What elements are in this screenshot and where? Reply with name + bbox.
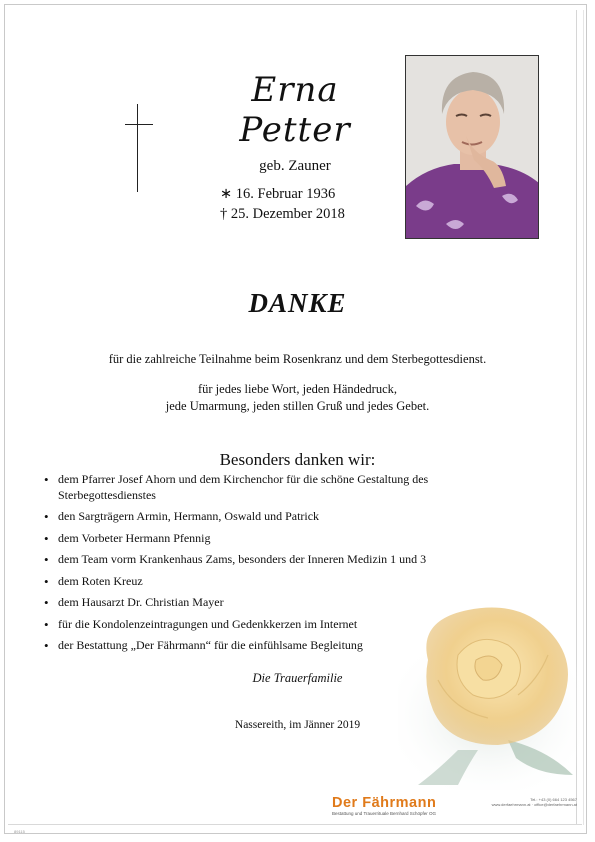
list-item: • dem Vorbeter Hermann Pfennig — [34, 531, 494, 547]
funeral-home-subtitle: Bestattung und Trauerrituale Bernhard Schöpfer OG — [332, 811, 437, 816]
list-item: • dem Hausarzt Dr. Christian Mayer — [34, 595, 494, 611]
last-name: Petter — [239, 110, 351, 150]
place-date: Nassereith, im Jänner 2019 — [234, 719, 361, 731]
first-name: Erna — [251, 70, 339, 110]
birth-name: geb. Zauner — [259, 158, 331, 174]
portrait-photo — [405, 55, 539, 239]
funeral-home-contact — [487, 797, 577, 807]
intro-text: für die zahlreiche Teilnahme beim Rosenkranz und dem Sterbegottesdienst. — [108, 352, 487, 366]
rose-image — [398, 600, 580, 790]
contact-line: Tel.: +43 (0) 664 123 4567 — [530, 797, 577, 802]
list-item: • der Bestattung „Der Fährmann“ für die einfühlsame Begleitung — [34, 638, 494, 654]
list-item: • den Sargträgern Armin, Hermann, Oswald und Patrick — [34, 509, 494, 525]
list-item: • dem Team vorm Krankenhaus Zams, besonders der Inneren Medizin 1 und 3 — [34, 552, 494, 568]
list-item: • für die Kondolenzeintragungen und Gedenkkerzen im Internet — [34, 617, 494, 633]
cross-horizontal — [125, 124, 153, 125]
list-item: • dem Roten Kreuz — [34, 574, 494, 590]
thanks-line-1: für jedes liebe Wort, jeden Händedruck, — [197, 382, 398, 396]
portrait-image — [406, 56, 539, 239]
funeral-home-logo: Der Fährmann — [332, 795, 437, 811]
signature: Die Trauerfamilie — [252, 671, 343, 685]
document-code: 89115 — [14, 829, 25, 834]
cross-vertical — [137, 104, 138, 192]
rose-graphic — [398, 600, 580, 790]
list-item: • dem Pfarrer Josef Ahorn und dem Kirchenchor für die schöne Gestaltung des Sterbegottesdienstes — [34, 472, 494, 503]
cross-icon — [122, 104, 154, 192]
heading: DANKE — [248, 288, 347, 318]
thanks-line-2: jede Umarmung, jeden stillen Gruß und jedes Gebet. — [165, 399, 430, 413]
life-dates — [220, 184, 345, 224]
contact-line: www.derfaehrmann.at · office@derfaehrmann.at — [491, 802, 577, 807]
bottom-edge-border — [8, 824, 582, 829]
special-thanks-heading: Besonders danken wir: — [219, 450, 376, 469]
birth-date: ∗ 16. Februar 1936 — [220, 186, 336, 202]
death-date: † 25. Dezember 2018 — [220, 206, 345, 222]
